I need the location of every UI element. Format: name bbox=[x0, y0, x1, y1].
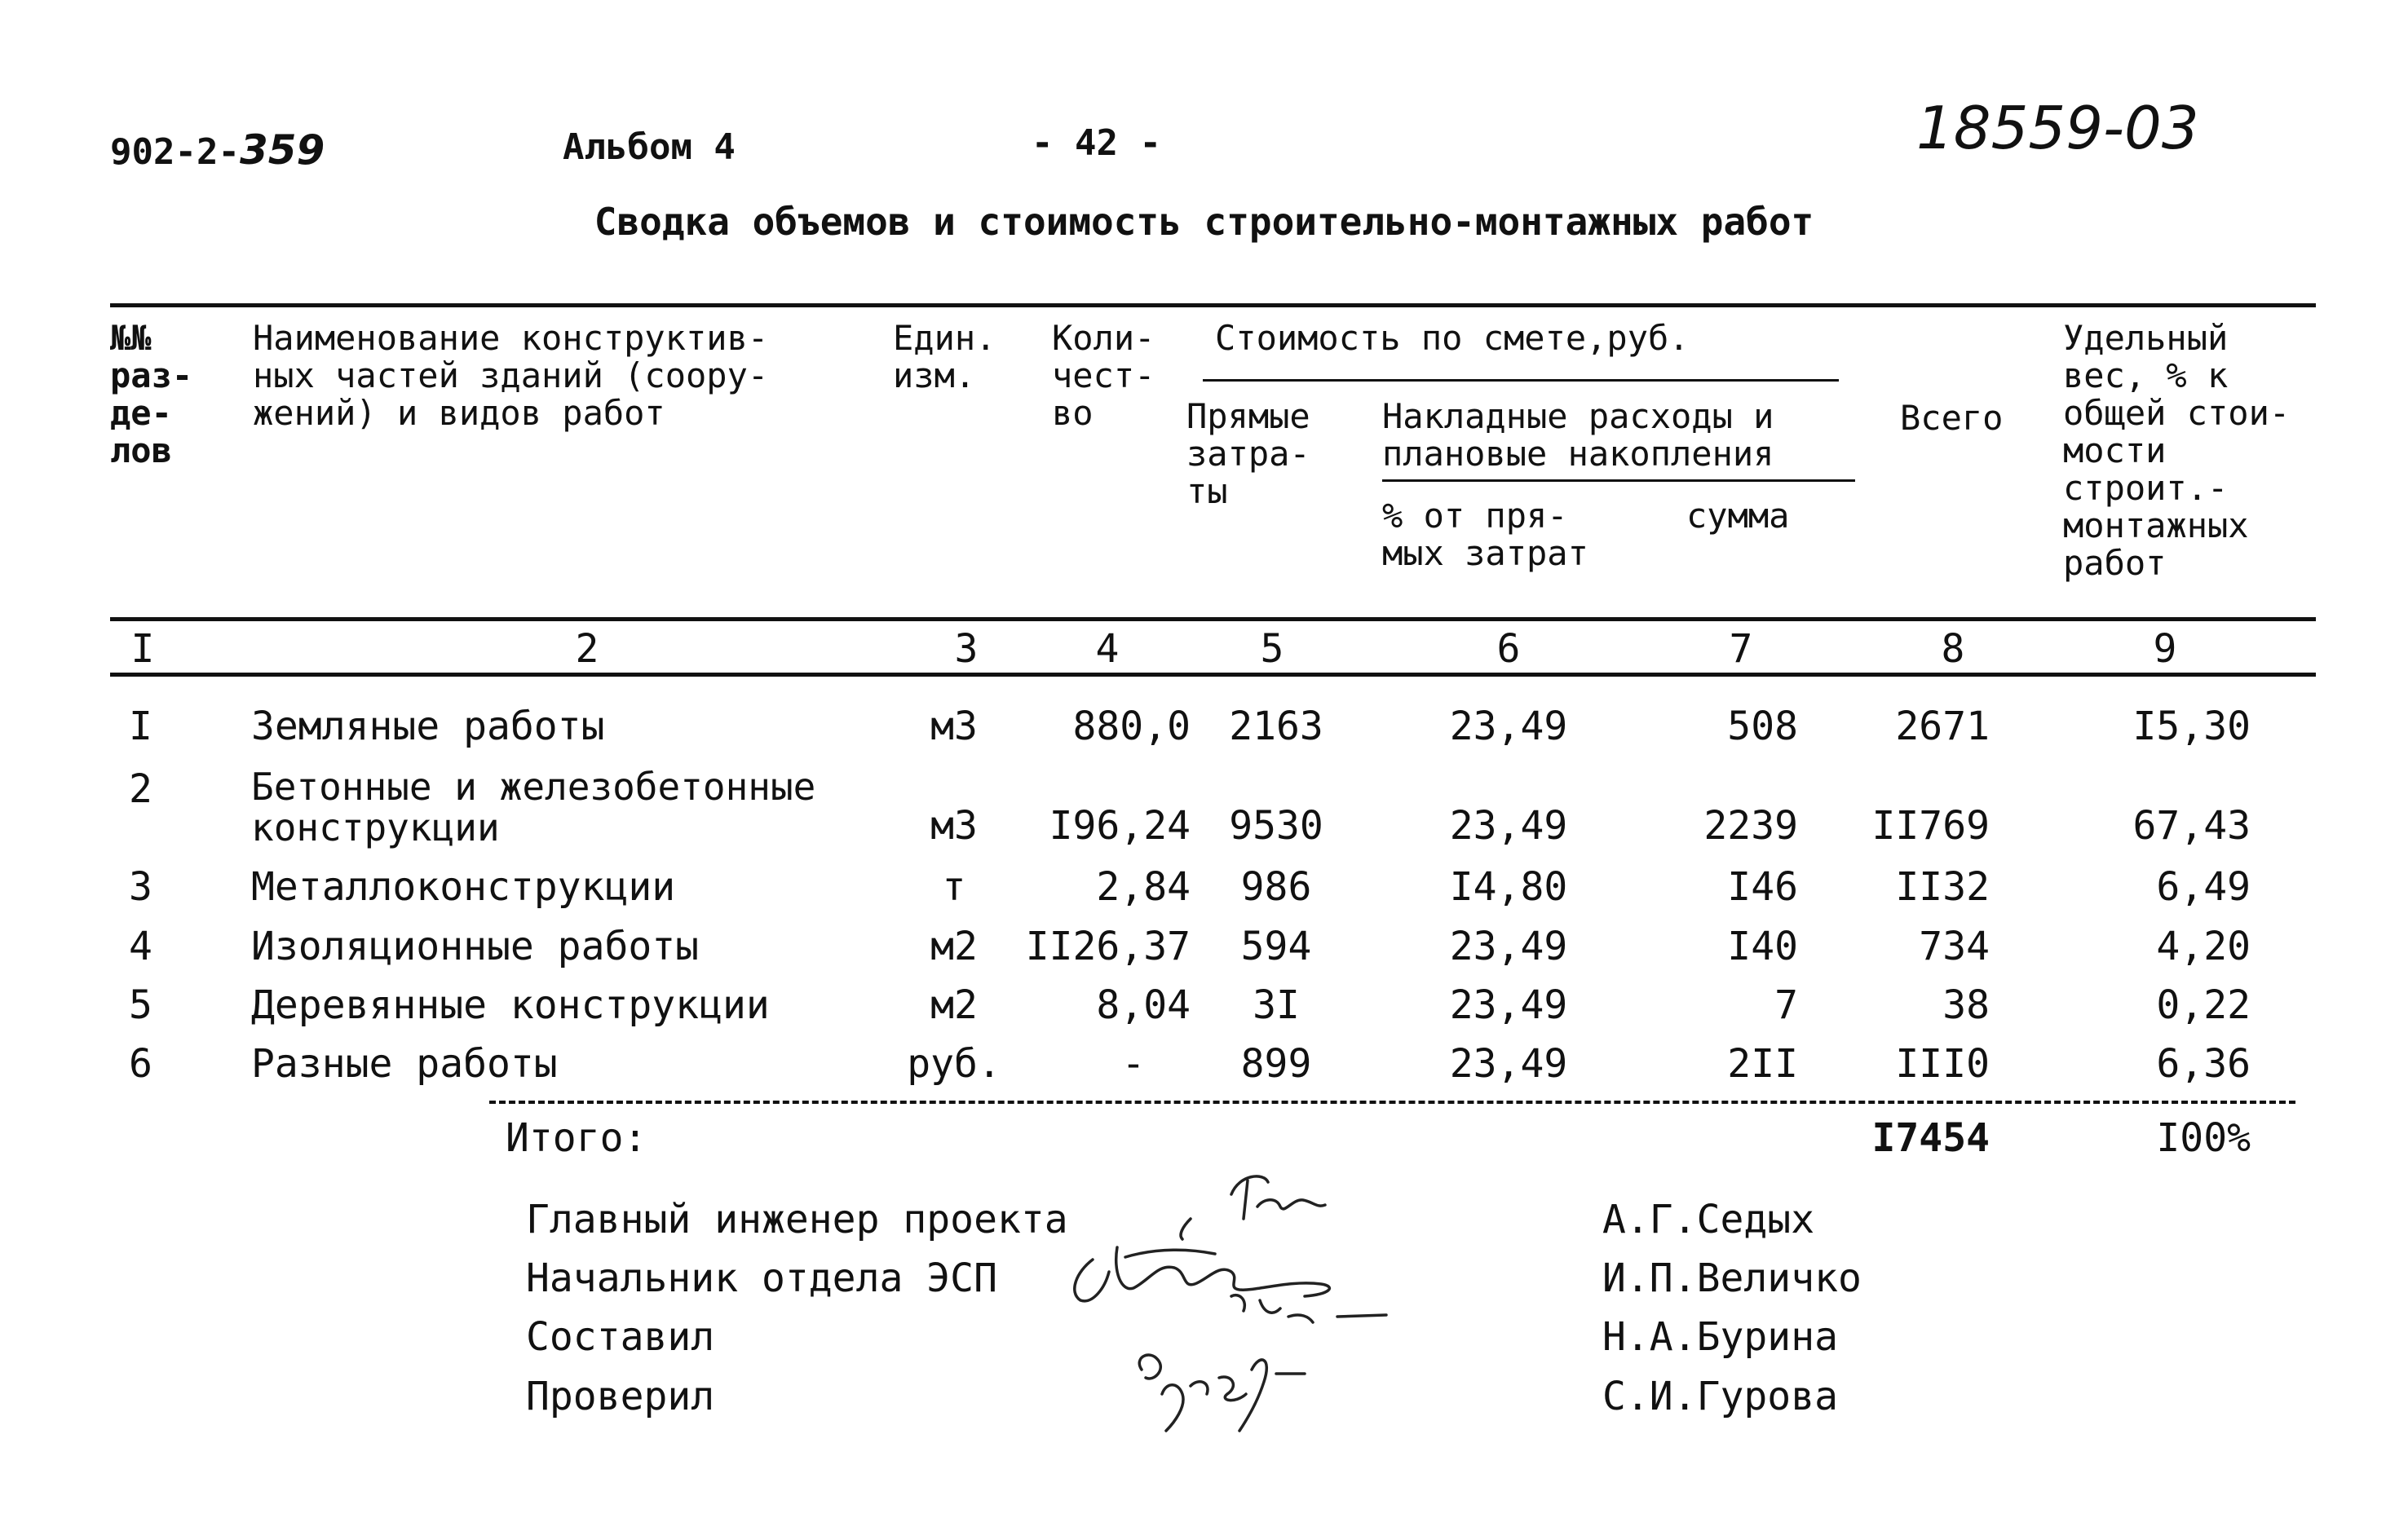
row-share: 6,49 bbox=[2156, 864, 2251, 910]
header-percent: % от пря- мых затрат bbox=[1382, 496, 1588, 573]
colnum-2: 2 bbox=[575, 626, 599, 672]
row-sum: 7 bbox=[1774, 982, 1798, 1028]
colnum-8: 8 bbox=[1941, 626, 1965, 672]
signature-role: Составил bbox=[526, 1314, 715, 1360]
row-unit: руб. bbox=[907, 1041, 1001, 1087]
row-name: Земляные работы bbox=[251, 704, 605, 749]
row-number: 6 bbox=[129, 1041, 152, 1087]
row-number: 3 bbox=[129, 864, 152, 910]
total-sum: I7454 bbox=[1871, 1115, 1990, 1161]
row-unit: т bbox=[942, 864, 966, 910]
row-share: 4,20 bbox=[2156, 924, 2251, 969]
row-quantity: 8,04 bbox=[1096, 982, 1191, 1028]
row-percent: I4,80 bbox=[1449, 864, 1568, 910]
table-top-border bbox=[110, 303, 2316, 307]
row-sum: 508 bbox=[1727, 704, 1798, 749]
signature-name: А.Г.Седых bbox=[1602, 1197, 1815, 1242]
row-sum: I40 bbox=[1727, 924, 1798, 969]
doc-prefix: 902-2- bbox=[110, 131, 240, 173]
header-section-number: №№ раз- де- лов bbox=[110, 318, 193, 470]
total-share: I00% bbox=[2156, 1115, 2251, 1161]
row-unit: м3 bbox=[930, 803, 978, 849]
row-percent: 23,49 bbox=[1449, 803, 1568, 849]
row-name: Деревянные конструкции bbox=[251, 982, 770, 1028]
row-total: II769 bbox=[1871, 803, 1990, 849]
colnum-5: 5 bbox=[1260, 626, 1284, 672]
total-label: Итого: bbox=[506, 1115, 647, 1161]
page-title: Сводка объемов и стоимость строительно-монтажных работ bbox=[594, 200, 1814, 244]
row-number: I bbox=[129, 704, 152, 749]
row-direct-costs: 986 bbox=[1240, 864, 1312, 910]
signature-name: И.П.Величко bbox=[1602, 1255, 1862, 1301]
row-direct-costs: 2163 bbox=[1229, 704, 1323, 749]
row-name: Бетонные и железобетонные конструкции bbox=[251, 765, 816, 849]
header-share: Удельный вес, % к общей стои- мости строит.- монтажных работ bbox=[2063, 318, 2291, 583]
row-share: 67,43 bbox=[2132, 803, 2251, 849]
signature-role: Начальник отдела ЭСП bbox=[526, 1255, 997, 1301]
row-sum: I46 bbox=[1727, 864, 1798, 910]
colnum-6: 6 bbox=[1496, 626, 1521, 672]
header-total: Всего bbox=[1900, 398, 2004, 438]
row-direct-costs: 9530 bbox=[1229, 803, 1323, 849]
row-percent: 23,49 bbox=[1449, 924, 1568, 969]
row-name: Металлоконструкции bbox=[251, 864, 676, 910]
handwritten-signatures-icon bbox=[1044, 1149, 1468, 1451]
row-total: 734 bbox=[1919, 924, 1990, 969]
row-unit: м2 bbox=[930, 982, 978, 1028]
row-direct-costs: 899 bbox=[1240, 1041, 1312, 1087]
column-numbers-bottom-border bbox=[110, 673, 2316, 677]
signature-name: Н.А.Бурина bbox=[1602, 1314, 1838, 1360]
signature-name: С.И.Гурова bbox=[1602, 1374, 1838, 1419]
row-name: Изоляционные работы bbox=[251, 924, 700, 969]
doc-number-handwritten: 359 bbox=[239, 126, 325, 174]
row-percent: 23,49 bbox=[1449, 704, 1568, 749]
overhead-group-divider bbox=[1382, 479, 1855, 482]
header-unit: Един. изм. bbox=[893, 318, 996, 395]
registration-number-handwritten: 18559-03 bbox=[1916, 94, 2199, 162]
row-share: I5,30 bbox=[2132, 704, 2251, 749]
row-total: 38 bbox=[1942, 982, 1990, 1028]
header-quantity: Коли- чест- во bbox=[1052, 318, 1155, 433]
row-total: II32 bbox=[1895, 864, 1990, 910]
row-percent: 23,49 bbox=[1449, 1041, 1568, 1087]
header-overhead-group: Накладные расходы и плановые накопления bbox=[1382, 396, 1774, 474]
row-unit: м3 bbox=[930, 704, 978, 749]
row-unit: м2 bbox=[930, 924, 978, 969]
row-sum: 2II bbox=[1727, 1041, 1798, 1087]
row-quantity: 880,0 bbox=[1072, 704, 1191, 749]
row-total: 2671 bbox=[1895, 704, 1990, 749]
row-direct-costs: 3I bbox=[1253, 982, 1300, 1028]
signature-role: Проверил bbox=[526, 1374, 715, 1419]
colnum-9: 9 bbox=[2153, 626, 2177, 672]
signature-role: Главный инженер проекта bbox=[526, 1197, 1068, 1242]
colnum-7: 7 bbox=[1729, 626, 1753, 672]
row-number: 5 bbox=[129, 982, 152, 1028]
header-bottom-border bbox=[110, 617, 2316, 621]
doc-code bbox=[110, 126, 325, 174]
row-share: 0,22 bbox=[2156, 982, 2251, 1028]
row-number: 2 bbox=[129, 766, 152, 812]
row-quantity: 2,84 bbox=[1096, 864, 1191, 910]
row-quantity: I96,24 bbox=[1049, 803, 1191, 849]
row-total: III0 bbox=[1895, 1041, 1990, 1087]
header-sum: сумма bbox=[1686, 496, 1790, 536]
row-share: 6,36 bbox=[2156, 1041, 2251, 1087]
row-sum: 2239 bbox=[1703, 803, 1798, 849]
row-percent: 23,49 bbox=[1449, 982, 1568, 1028]
colnum-4: 4 bbox=[1095, 626, 1120, 672]
colnum-1: I bbox=[130, 626, 155, 672]
header-name: Наименование конструктив- ных частей зданий (соору- жений) и видов работ bbox=[253, 318, 769, 433]
cost-group-divider bbox=[1203, 379, 1839, 382]
colnum-3: 3 bbox=[954, 626, 979, 672]
row-number: 4 bbox=[129, 924, 152, 969]
page-number: - 42 - bbox=[1032, 122, 1161, 164]
header-cost-group: Стоимость по смете,руб. bbox=[1215, 318, 1690, 358]
row-quantity: - bbox=[1121, 1041, 1146, 1087]
row-quantity: II26,37 bbox=[1025, 924, 1191, 969]
album-label: Альбом 4 bbox=[563, 126, 736, 168]
row-name: Разные работы bbox=[251, 1041, 558, 1087]
total-divider bbox=[489, 1101, 2295, 1104]
header-direct-costs: Прямые затра- ты bbox=[1186, 396, 1310, 511]
row-direct-costs: 594 bbox=[1240, 924, 1312, 969]
